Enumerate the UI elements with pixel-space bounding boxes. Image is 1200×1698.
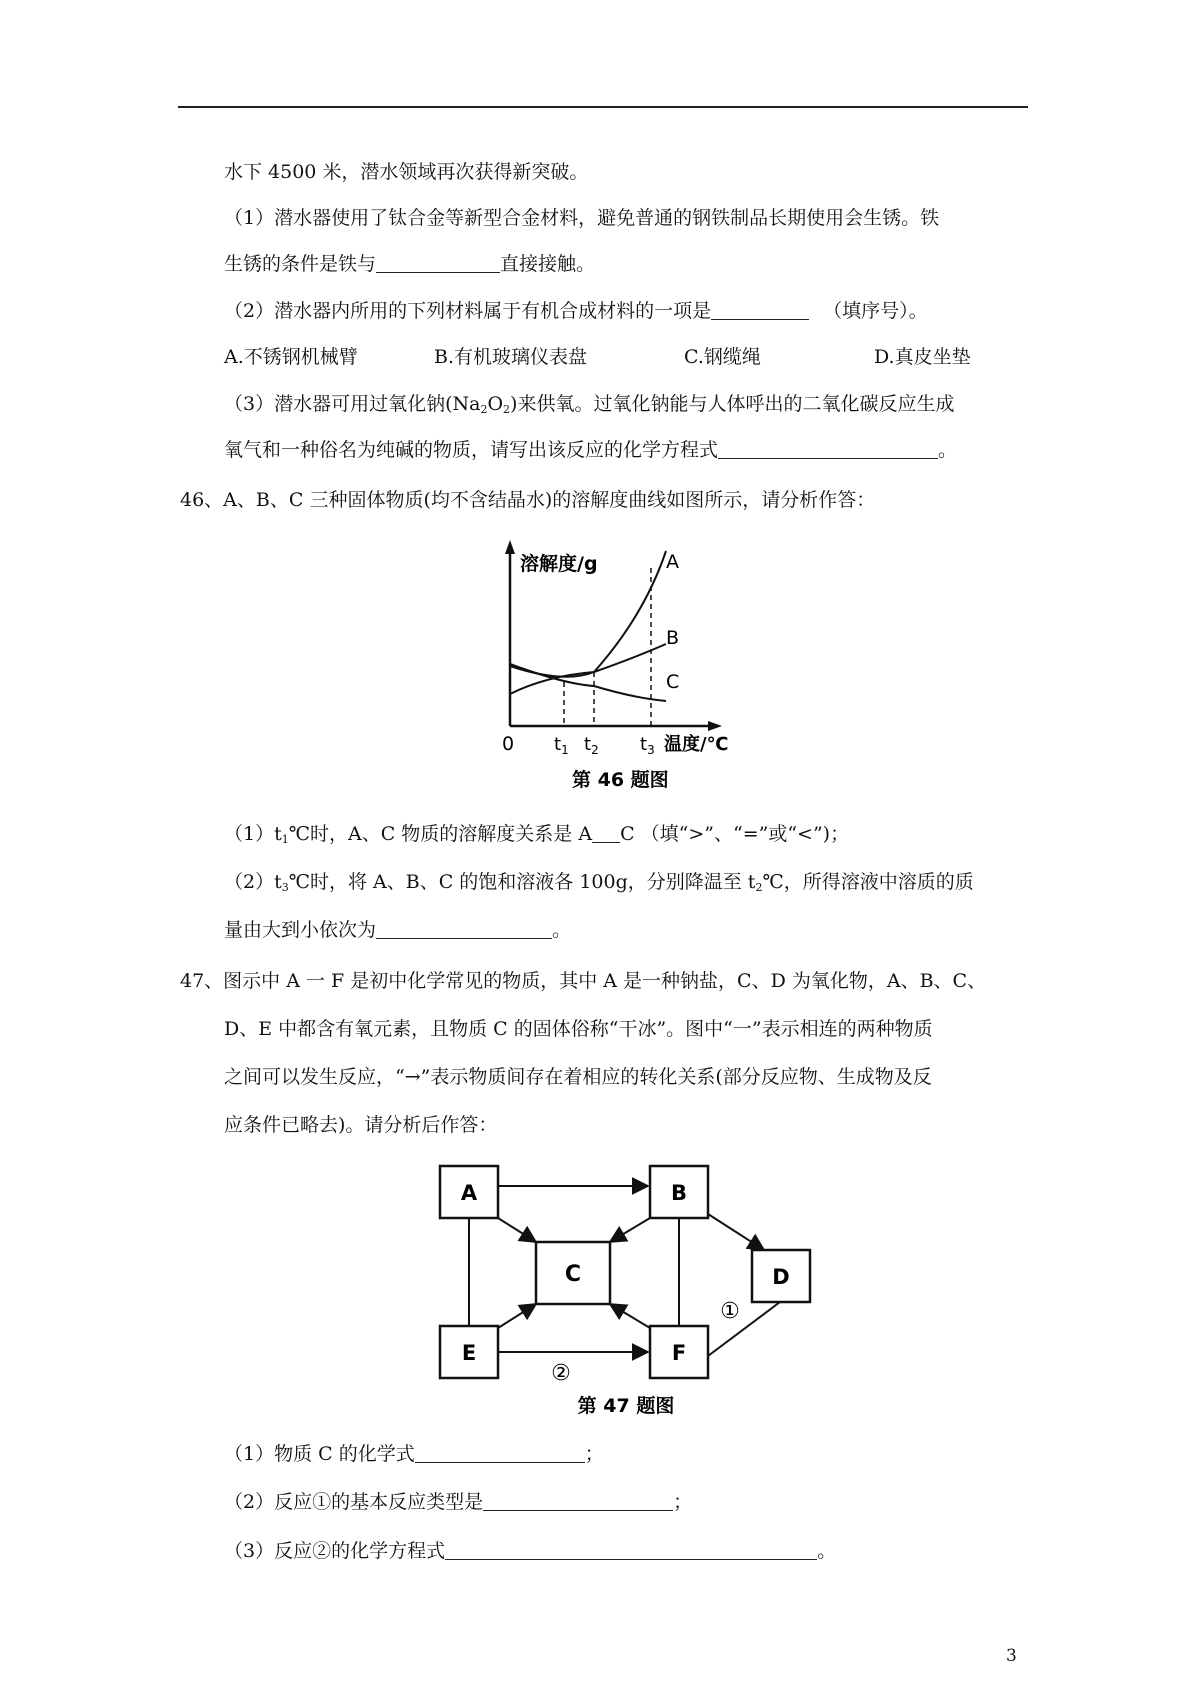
option-c: C.钢缆绳 [684,346,761,368]
q47-stem-line3: 之间可以发生反应，“→”表示物质间存在着相应的转化关系(部分反应物、生成物及反 [224,1066,932,1088]
q46-sub2-line1: $(2)t_3℃$时，将 A、B、C 的饱和溶液各 100g，分别降温至 $t_2℃$，所得溶液中溶质的质 [224,871,974,894]
q45-sub1-line2: 生锈的条件是铁与 直接接触。 [224,253,596,275]
q45-sub1-line1: （1）潜水器使用了钛合金等新型合金材料，避免普通的钢铁制品长期使用会生锈。铁 [224,207,940,229]
node-b-label: B [670,1181,688,1205]
q45-intro-end: 水下 4500 米，潜水领域再次获得新突破。 [224,161,589,183]
q45-sub2: （2）潜水器内所用的下列材料属于有机合成材料的一项是 （填序号）。 [224,300,928,322]
answer-blank[interactable] [592,824,620,843]
answer-blank[interactable] [415,1444,585,1463]
header-rule [178,106,1028,108]
reaction-2-label: ② [551,1361,571,1386]
q47-stem-line1: 47、图示中 A 一 F 是初中化学常见的物质，其中 A 是一种钠盐，C、D 为氧化物，A、B、C、 [180,970,987,992]
line-f-d [708,1302,780,1356]
q46-stem: 46、A、B、C 三种固体物质(均不含结晶水)的溶解度曲线如图所示，请分析作答： [180,489,876,511]
x-axis-arrow-icon [708,721,722,731]
q46-sub2-line2: 量由大到小依次为 。 [224,919,572,941]
q47-stem-line2: D、E 中都含有氧元素，且物质 C 的固体俗称“干冰”。图中“一”表示相连的两种物质 [224,1018,933,1040]
curve-c [510,664,666,701]
page-number: 3 [1006,1646,1017,1666]
curve-c-label: C [666,671,680,693]
q47-stem-line4: 应条件已略去)。请分析后作答： [224,1114,498,1136]
q47-sub3: （3）反应②的化学方程式 。 [224,1540,837,1562]
answer-blank[interactable] [711,301,809,320]
answer-blank[interactable] [718,440,938,459]
arrow-e-to-c [498,1304,536,1328]
node-a-label: A [460,1181,478,1205]
origin-label: 0 [502,733,515,755]
figure-46-caption: 第 46 题图 [572,769,669,791]
curve-b-label: B [666,627,680,649]
answer-blank[interactable] [445,1541,817,1560]
node-d-label: D [772,1265,790,1289]
reaction-diagram-figure [430,1158,830,1424]
y-axis-arrow-icon [505,540,515,554]
reaction-1-label: ① [720,1299,740,1324]
t1-label: $t_1$ [554,734,569,757]
option-b: B.有机玻璃仪表盘 [434,346,588,368]
arrow-a-to-c [498,1218,536,1242]
answer-blank[interactable] [483,1492,673,1511]
q45-sub3-line2: 氧气和一种俗名为纯碱的物质，请写出该反应的化学方程式 。 [224,439,958,461]
q46-sub1: $(1)t_1℃$时，A、C 物质的溶解度关系是 A C （填“>”、“=”或“<”)； [224,823,850,846]
answer-blank[interactable] [376,254,500,273]
q45-sub3-line1: （3）潜水器可用过氧化钠$(Na_2O_2)$来供氧。过氧化钠能与人体呼出的二氧化碳反应生成 [224,393,955,416]
option-d: D.真皮坐垫 [874,346,971,368]
y-axis-label: 溶解度/g [520,553,598,575]
solubility-curve-figure [494,536,754,802]
q47-sub1: （1）物质 C 的化学式 ； [224,1443,604,1465]
t2-label: $t_2$ [584,734,599,757]
answer-blank[interactable] [376,920,552,939]
arrow-b-to-c [610,1218,650,1242]
figure-47-caption: 第 47 题图 [577,1395,675,1417]
option-a: A.不锈钢机械臂 [224,346,358,368]
arrow-b-to-d [708,1214,764,1250]
arrow-f-to-c [610,1304,650,1328]
node-c-label: C [564,1262,582,1287]
curve-a-label: A [666,551,679,573]
node-e-label: E [461,1341,477,1365]
q47-sub2: （2）反应①的基本反应类型是 ； [224,1491,693,1513]
node-f-label: F [671,1341,687,1365]
x-axis-label: 温度/℃ [664,734,729,755]
t3-label: $t_3$ [640,734,655,757]
